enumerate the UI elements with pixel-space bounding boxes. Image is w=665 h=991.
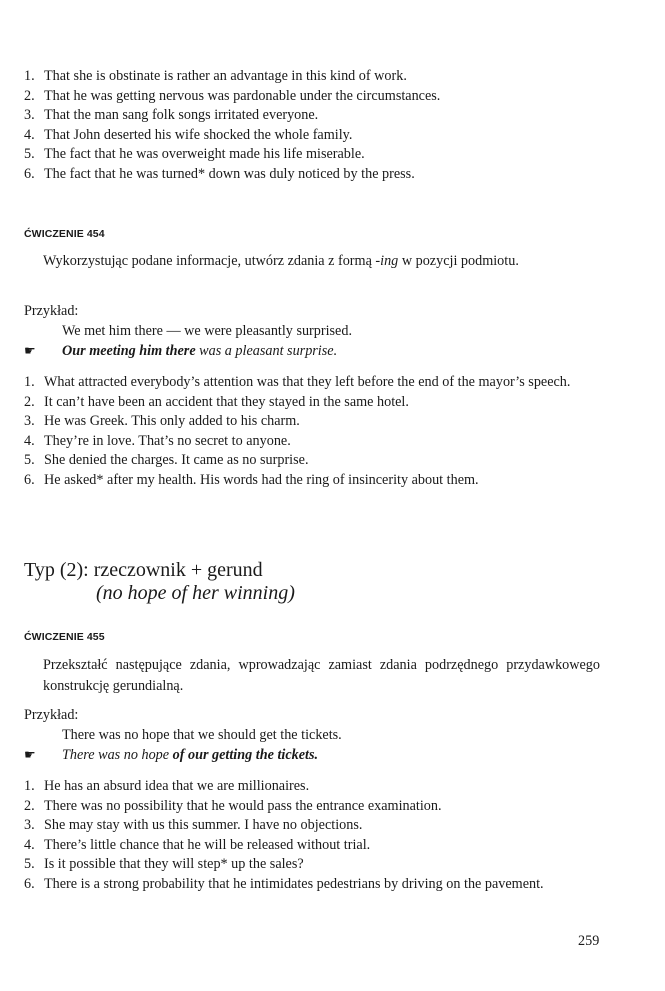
list-item: 2. It can’t have been an accident that they stayed in the same hotel. <box>24 393 409 410</box>
list-item: 6. The fact that he was turned* down was duly noticed by the press. <box>24 165 415 182</box>
exercise-list-top <box>24 67 604 184</box>
list-item: 6. There is a strong probability that he intimidates pedestrians by driving on the pavement. <box>24 875 544 892</box>
list-item: 4. There’s little chance that he will be released without trial. <box>24 836 371 853</box>
example-sentence: There was no hope that we should get the tickets. <box>62 727 342 743</box>
list-item: 5. Is it possible that they will step* up the sales? <box>24 856 304 872</box>
list-item: 1. That she is obstinate is rather an advantage in this kind of work. <box>24 68 407 84</box>
list-item: 5. She denied the charges. It came as no surprise. <box>24 452 309 468</box>
pointing-hand-icon: ☛ <box>24 747 36 762</box>
list-item: 2. There was no possibility that he would pass the entrance examination. <box>24 797 442 814</box>
exercise-454-heading: ĆWICZENIE 454 <box>24 228 105 240</box>
list-item: 5. The fact that he was overweight made his life miserable. <box>24 146 365 162</box>
page-number: 259 <box>578 933 600 949</box>
list-item: 3. She may stay with us this summer. I have no objections. <box>24 817 363 833</box>
list-item: 3. That the man sang folk songs irritated everyone. <box>24 107 319 123</box>
list-item: 4. They’re in love. That’s no secret to anyone. <box>24 432 291 449</box>
example-sentence: We met him there — we were pleasantly surprised. <box>62 323 352 339</box>
example-answer: ☛ Our meeting him there was a pleasant surprise. <box>24 343 338 359</box>
list-item: 4. That John deserted his wife shocked the whole family. <box>24 126 353 143</box>
example-answer: ☛ There was no hope of our getting the tickets. <box>24 747 319 763</box>
exercise-455-instruction: Przekształć następujące zdania, wprowadzając zamiast zdania podrzędnego przydawkowego konstrukcję gerundialną. <box>43 657 600 694</box>
list-item: 1. He has an absurd idea that we are millionaires. <box>24 778 310 794</box>
list-item: 1. What attracted everybody’s attention was that they left before the end of the mayor’s speech. <box>24 374 571 390</box>
section-subtitle: (no hope of her winning) <box>96 582 295 604</box>
example-label: Przykład: <box>24 707 79 723</box>
list-item: 3. He was Greek. This only added to his charm. <box>24 413 300 429</box>
exercise-454-instruction: Wykorzystując podane informacje, utwórz zdania z formą -ing w pozycji podmiotu. <box>43 253 519 269</box>
list-item: 2. That he was getting nervous was pardonable under the circumstances. <box>24 87 441 104</box>
exercise-454-list <box>24 373 604 490</box>
example-label: Przykład: <box>24 303 79 319</box>
list-item: 6. He asked* after my health. His words had the ring of insincerity about them. <box>24 471 479 488</box>
exercise-455-heading: ĆWICZENIE 455 <box>24 631 105 643</box>
pointing-hand-icon: ☛ <box>24 343 36 358</box>
section-title: Typ (2): rzeczownik + gerund <box>24 559 263 581</box>
exercise-455-list <box>24 777 604 894</box>
